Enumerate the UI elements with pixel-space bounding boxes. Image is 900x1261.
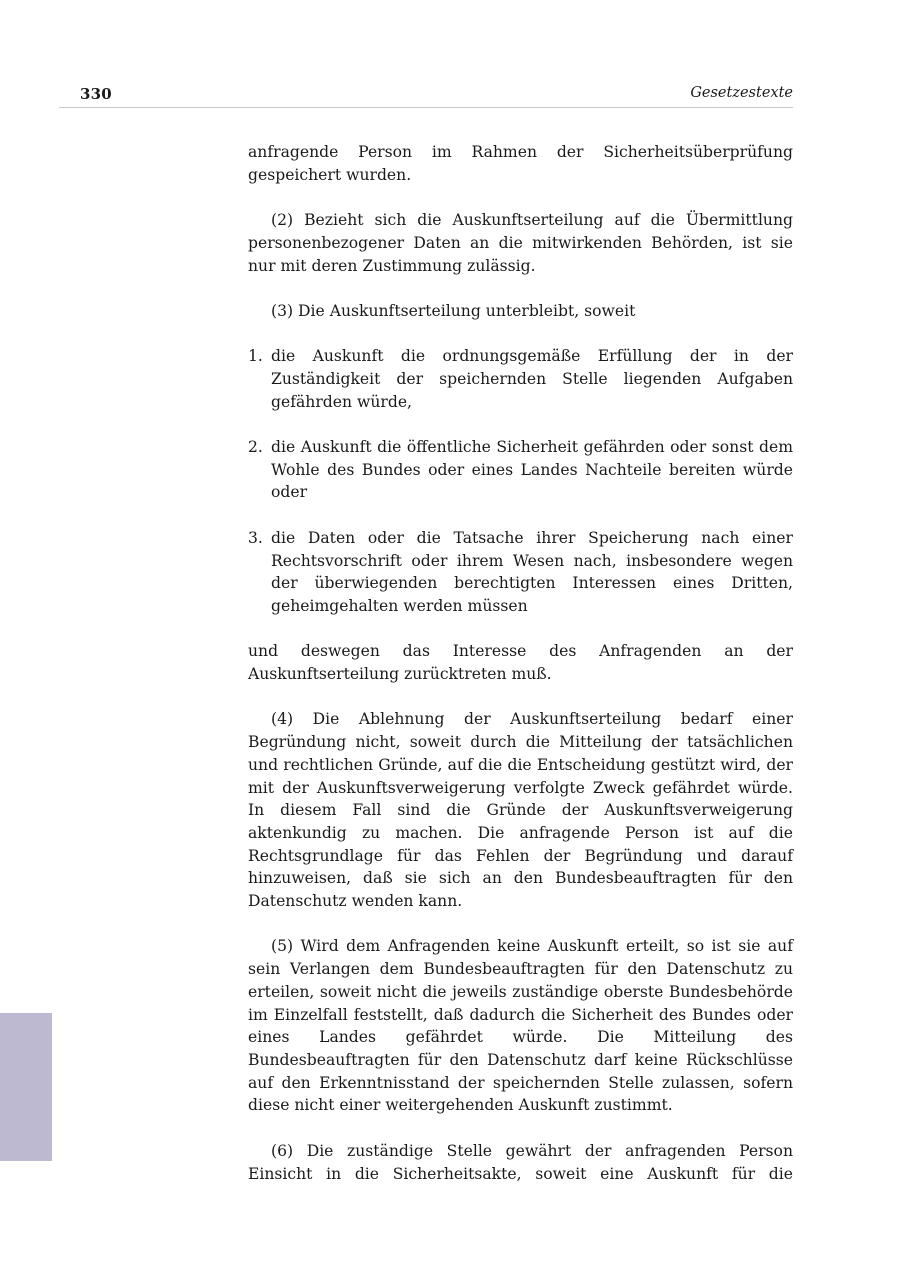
paragraph-continuation: anfragende Person im Rahmen der Sicherheitsüberprüfung gespeichert wurden. xyxy=(248,143,793,184)
numbered-list xyxy=(248,345,793,617)
list-item-text: die Auskunft die öffentliche Sicherheit gefährden oder sonst dem Wohle des Bundes oder eines Landes Nachteile bereiten würde oder xyxy=(271,438,793,502)
list-item-text: die Daten oder die Tatsache ihrer Speicherung nach einer Rechtsvorschrift oder ihrem Wesen nach, insbesondere wegen der überwiegenden berechtigten Interessen eines Dritten, geheimgehalten werden müssen xyxy=(271,528,793,615)
list-item xyxy=(248,436,793,504)
list-item xyxy=(248,527,793,618)
list-item-number: 2. xyxy=(248,438,263,457)
page-number: 330 xyxy=(80,85,112,103)
list-item-text: die Auskunft die ordnungsgemäße Erfüllung der in der Zuständigkeit der speichernden Stelle liegenden Aufgaben gefährden würde, xyxy=(271,347,793,411)
paragraph-6: (6) Die zuständige Stelle gewährt der anfragenden Person Einsicht in die Sicherheitsakte, soweit eine Auskunft für die xyxy=(248,1141,793,1183)
paragraph-2: (2) Bezieht sich die Auskunftserteilung auf die Übermittlung personenbezogener Daten an die mitwirkenden Behörden, ist sie nur mit deren Zustimmung zulässig. xyxy=(248,211,793,275)
body-text xyxy=(248,141,793,1208)
list-item-number: 3. xyxy=(248,528,263,547)
list-item-number: 1. xyxy=(248,347,263,366)
paragraph-3-closing: und deswegen das Interesse des Anfragenden an der Auskunftserteilung zurücktreten muß. xyxy=(248,642,793,684)
paragraph-4: (4) Die Ablehnung der Auskunftserteilung bedarf einer Begründung nicht, soweit durch die Mitteilung der tatsächlichen und rechtlichen Gründe, auf die die Entscheidung gestützt wird, der mit der Auskunftsverweigerung verfolgte Zweck gefährdet würde. In diesem Fall sind die Gründe der Auskunftsverweigerung aktenkundig zu machen. Die anfragende Person ist auf die Rechtsgrundlage für das Fehlen der Begründung und darauf hinzuweisen, daß sie sich an den Bundesbeauftragten für den Datenschutz wenden kann. xyxy=(248,710,793,911)
thumb-index-tab xyxy=(0,1013,52,1161)
paragraph-5: (5) Wird dem Anfragenden keine Auskunft erteilt, so ist sie auf sein Verlangen dem Bundesbeauftragten für den Datenschutz zu erteilen, soweit nicht die jeweils zuständige oberste Bundesbehörde im Einzelfall feststellt, daß dadurch die Sicherheit des Bundes oder eines Landes gefährdet würde. Die Mitteilung des Bundesbeauftragten für den Datenschutz darf keine Rückschlüsse auf den Erkenntnisstand der speichernden Stelle zulassen, sofern diese nicht einer weitergehenden Auskunft zustimmt. xyxy=(248,937,793,1115)
list-item xyxy=(248,345,793,413)
running-title: Gesetzestexte xyxy=(690,85,793,101)
page-header xyxy=(59,80,793,108)
paragraph-3-intro: (3) Die Auskunftserteilung unterbleibt, soweit xyxy=(271,301,636,320)
